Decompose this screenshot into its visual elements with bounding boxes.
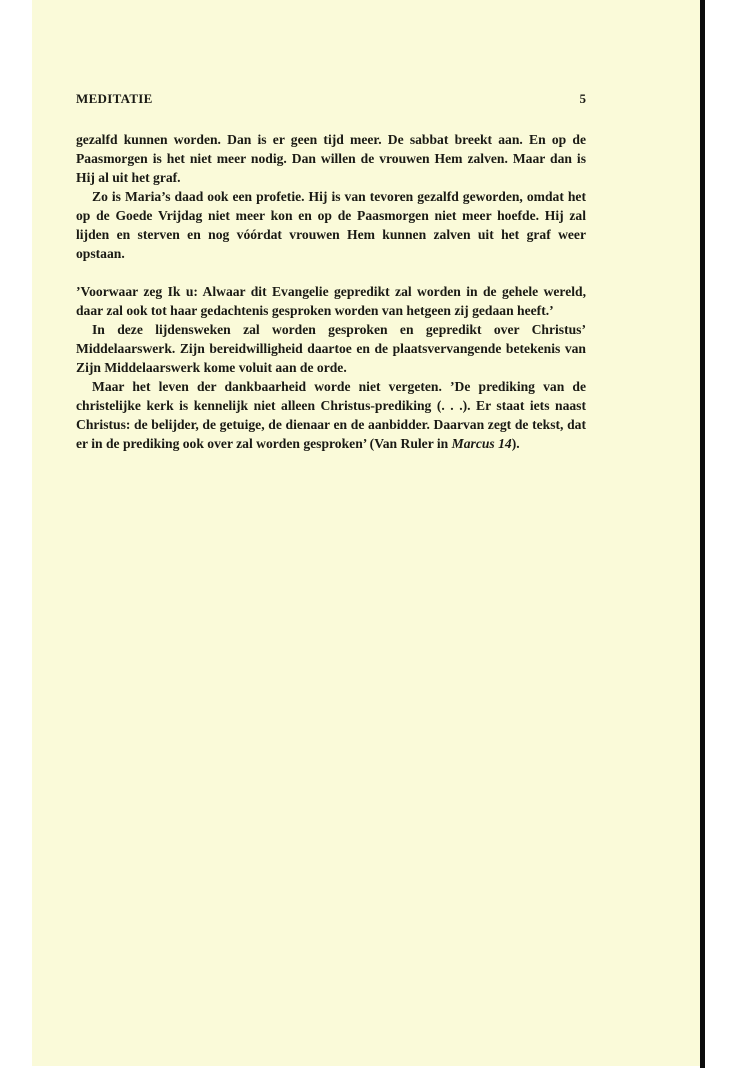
paragraph-5 bbox=[76, 377, 586, 453]
paragraph-3-quotation: ’Voorwaar zeg Ik u: Alwaar dit Evangelie gepredikt zal worden in de gehele wereld, daar zal ook tot haar gedachtenis gesproken worden van hetgeen zij gedaan heeft.’ bbox=[76, 284, 586, 318]
running-head: MEDITATIE bbox=[76, 91, 153, 106]
paragraph-2: Zo is Maria’s daad ook een profetie. Hij is van tevoren gezalfd geworden, omdat het op de Goede Vrijdag niet meer kon en op de Paasmorgen niet meer hoefde. Hij zal lijden en sterven en nog vóórdat vrouwen Hem kunnen zalven uit het graf weer opstaan. bbox=[76, 189, 586, 261]
page-edge-shadow bbox=[700, 0, 705, 1068]
paragraph-4: In deze lijdensweken zal worden gesproken en gepredikt over Christus’ Middelaarswerk. Zijn bereidwilligheid daartoe en de plaatsvervangende betekenis van Zijn Middelaarswerk kome voluit aan de orde. bbox=[76, 322, 586, 375]
paragraph-1: gezalfd kunnen worden. Dan is er geen tijd meer. De sabbat breekt aan. En op de Paasmorgen is het niet meer nodig. Dan willen de vrouwen Hem zalven. Maar dan is Hij al uit het graf. bbox=[76, 132, 586, 185]
page-number: 5 bbox=[579, 91, 586, 106]
citation-work: Marcus 14 bbox=[451, 436, 512, 451]
paragraph-5-text: Maar het leven der dankbaarheid worde niet vergeten. ’De prediking van de christelijke kerk is kennelijk niet alleen Christus-prediking (. . .). Er staat iets naast Christus: de belijder, de getuige, de dienaar en de aanbidder. Daarvan zegt de tekst, dat er in de prediking ook over zal worden gesproken’ (Van Ruler in bbox=[76, 379, 586, 451]
body-text bbox=[76, 130, 586, 453]
citation-closing: ). bbox=[511, 436, 520, 451]
